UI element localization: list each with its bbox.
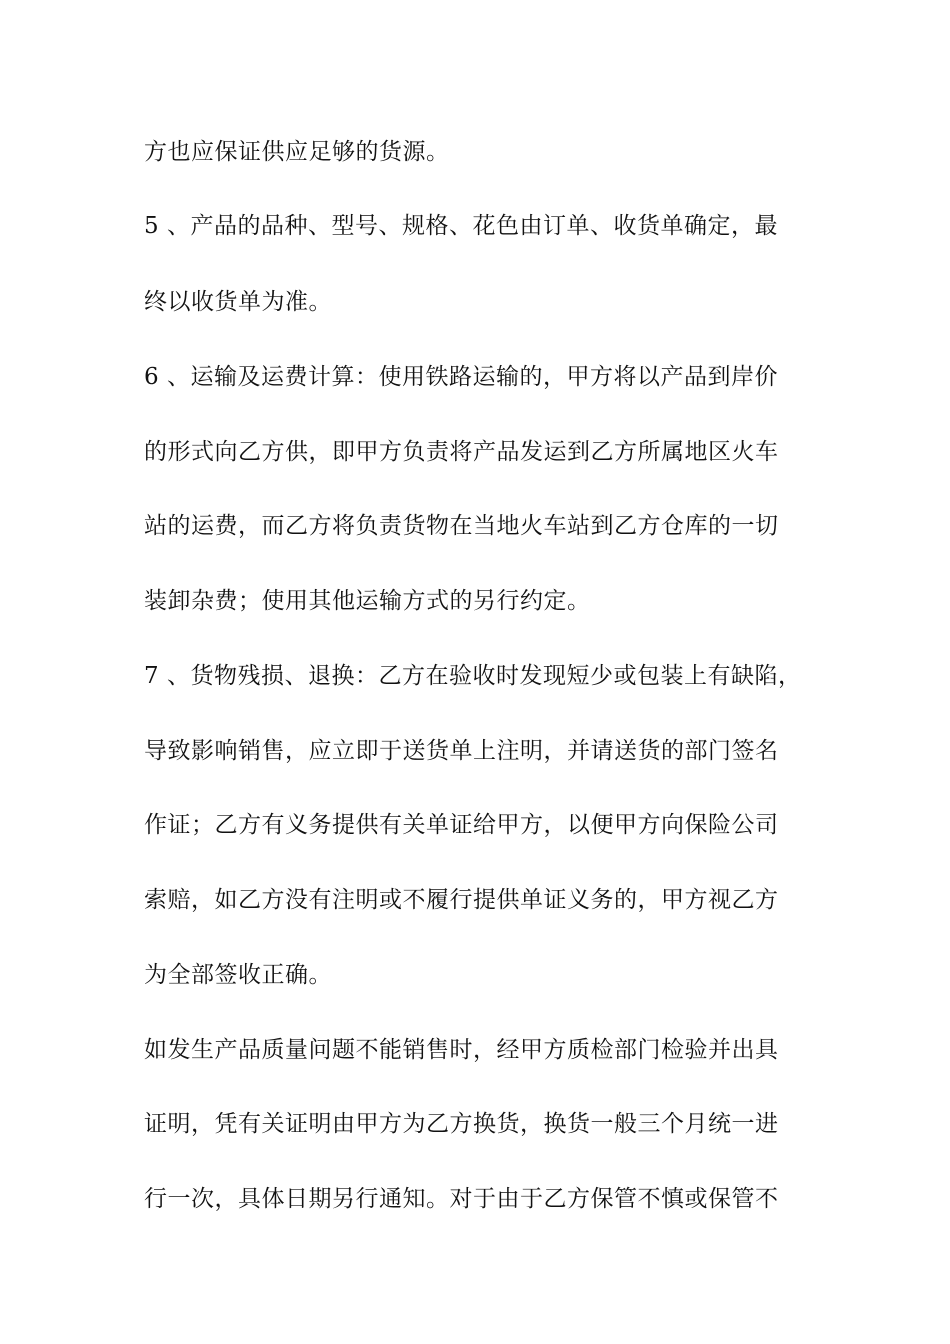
- text-line: 装卸杂费；使用其他运输方式的另行约定。: [144, 588, 591, 614]
- text-line: 6 、运输及运费计算：使用铁路运输的，甲方将以产品到岸价: [144, 364, 778, 390]
- text-line: 5 、产品的品种、型号、规格、花色由订单、收货单确定，最: [144, 213, 778, 239]
- text-line: 为全部签收正确。: [144, 962, 332, 988]
- text-line: 终以收货单为准。: [144, 289, 332, 315]
- text-line: 行一次，具体日期另行通知。对于由于乙方保管不慎或保管不: [144, 1186, 779, 1212]
- text-line: 作证；乙方有义务提供有关单证给甲方，以便甲方向保险公司: [144, 812, 779, 838]
- text-line: 方也应保证供应足够的货源。: [144, 139, 450, 165]
- text-line: 如发生产品质量问题不能销售时，经甲方质检部门检验并出具: [144, 1037, 779, 1063]
- text-line: 站的运费，而乙方将负责货物在当地火车站到乙方仓库的一切: [144, 513, 779, 539]
- text-line: 导致影响销售，应立即于送货单上注明，并请送货的部门签名: [144, 738, 779, 764]
- text-line: 索赔，如乙方没有注明或不履行提供单证义务的，甲方视乙方: [144, 887, 779, 913]
- text-line: 证明，凭有关证明由甲方为乙方换货，换货一般三个月统一进: [144, 1111, 779, 1137]
- text-line: 7 、货物残损、退换：乙方在验收时发现短少或包装上有缺陷，: [144, 663, 802, 689]
- text-line: 的形式向乙方供，即甲方负责将产品发运到乙方所属地区火车: [144, 439, 779, 465]
